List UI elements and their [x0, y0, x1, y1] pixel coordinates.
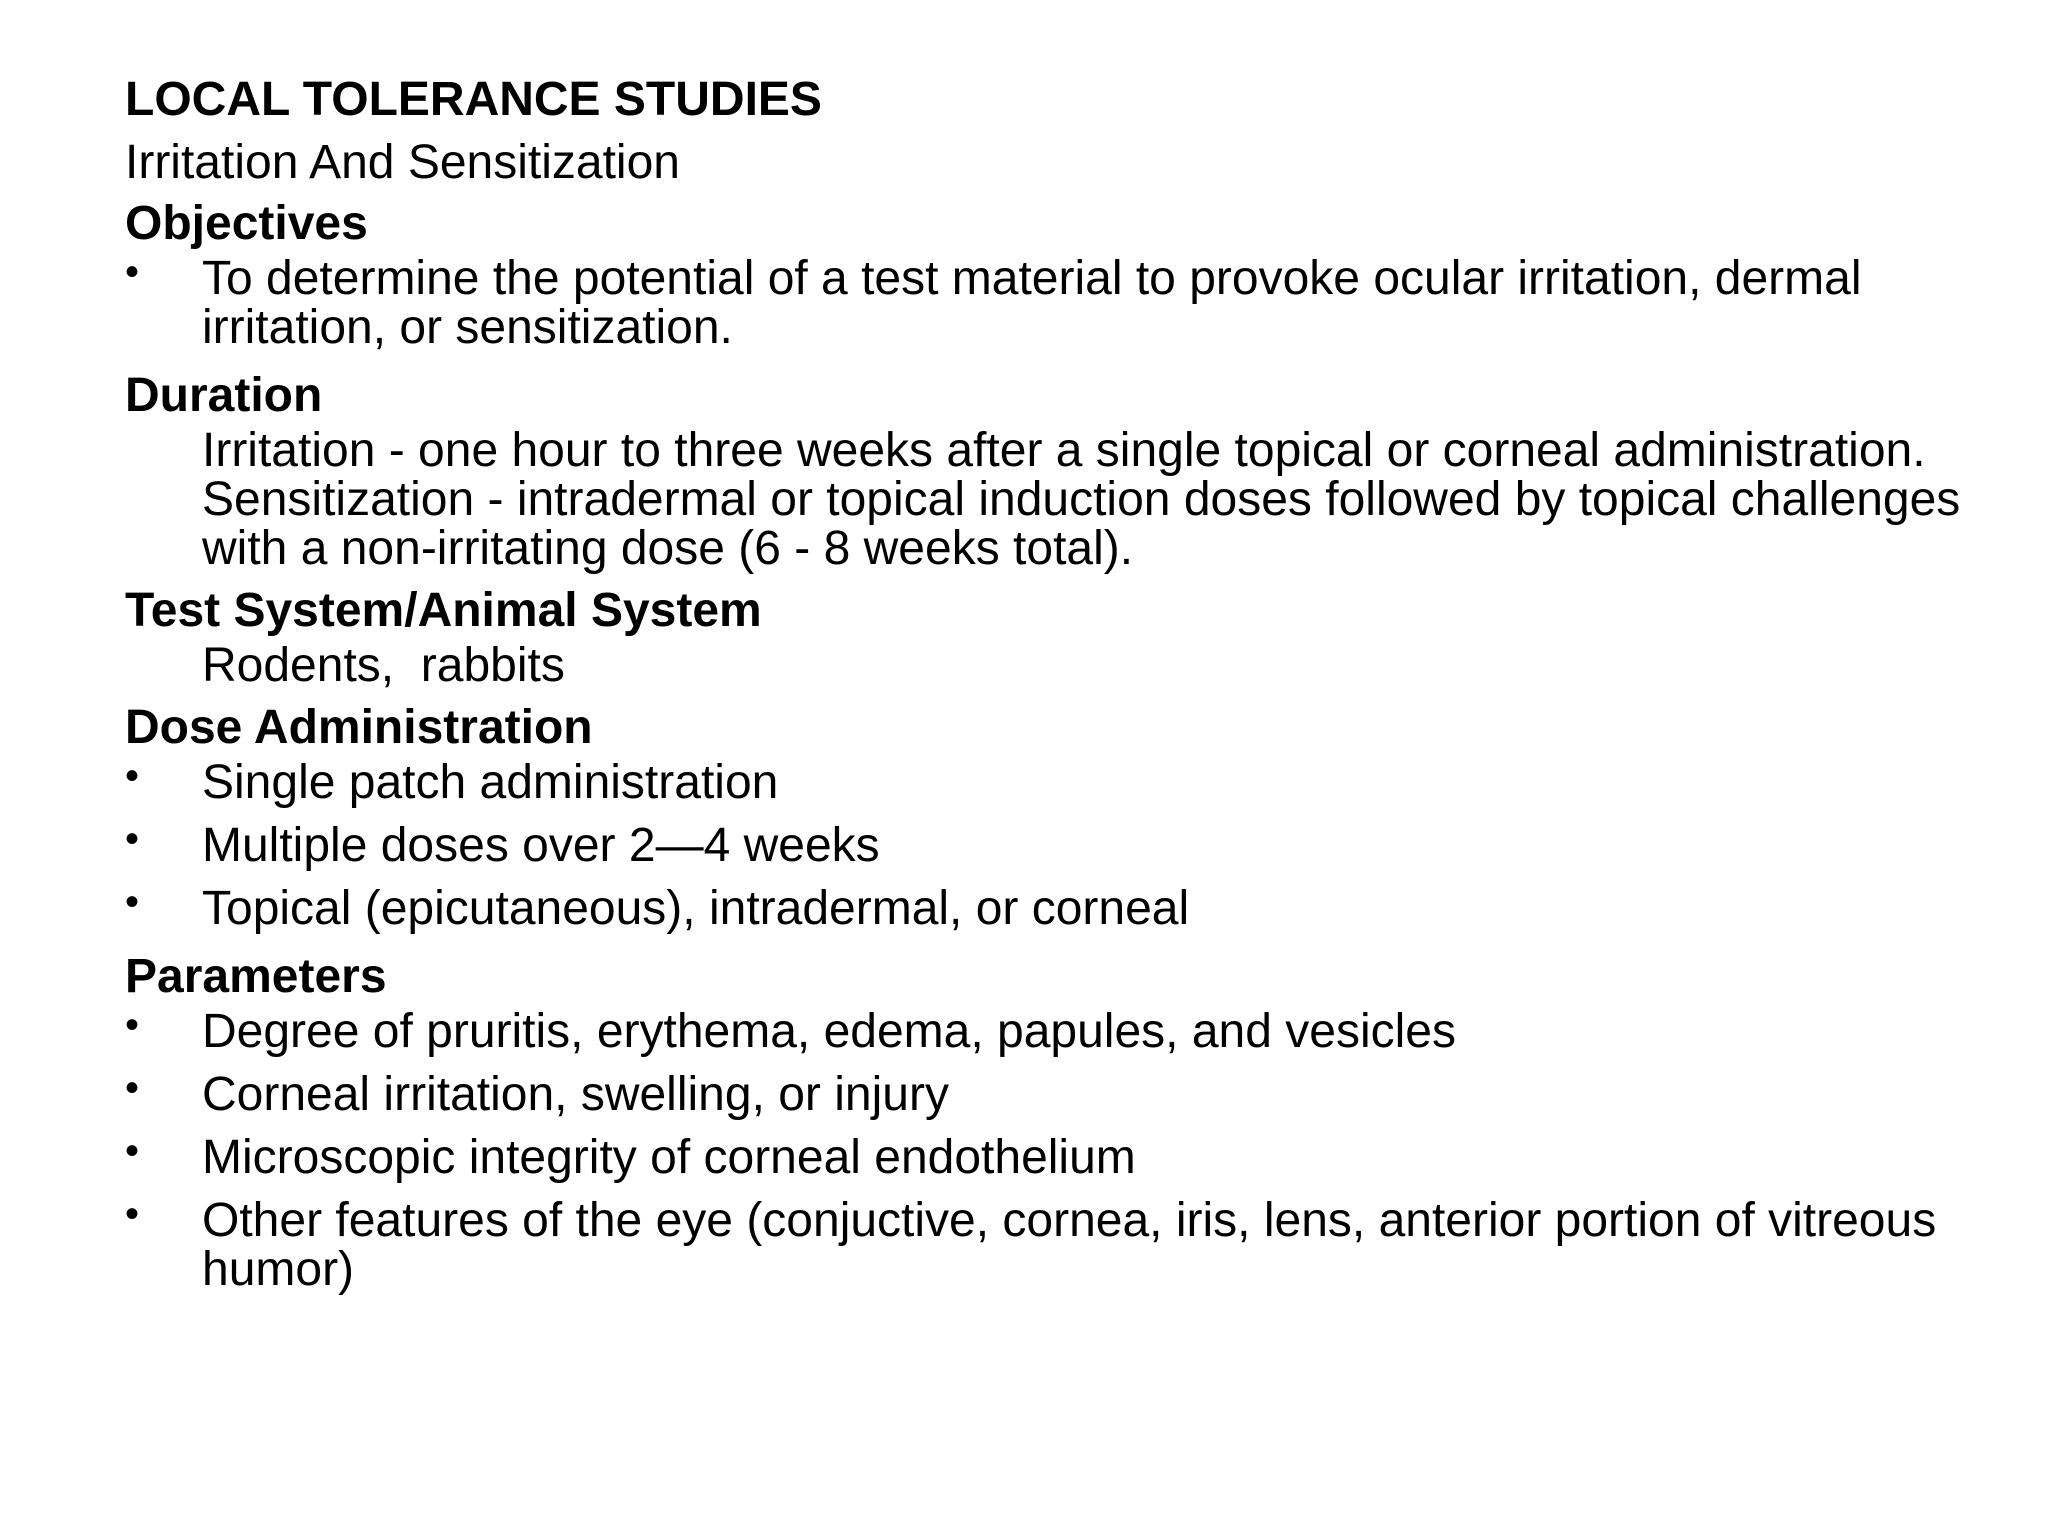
objectives-list	[125, 250, 1985, 354]
bullet-icon: •	[125, 754, 140, 798]
bullet-icon: •	[125, 1003, 140, 1047]
duration-text: Irritation - one hour to three weeks after a single topical or corneal administration. Sensitization - intradermal or topical induction doses followed by topical challenges with a non-irritating dose (6 - 8 weeks total).	[202, 424, 1961, 575]
test-system-heading: Test System/Animal System	[125, 584, 762, 637]
slide-subtitle: Irritation And Sensitization	[125, 136, 680, 189]
bullet-icon: •	[125, 1129, 140, 1173]
dose-administration-heading: Dose Administration	[125, 701, 593, 754]
bullet-icon: •	[125, 880, 140, 924]
parameters-list	[125, 1003, 1985, 1296]
list-item	[125, 754, 1985, 809]
list-item-text: Other features of the eye (conjuctive, cornea, iris, lens, anterior portion of vitreous humor)	[202, 1194, 1937, 1296]
bullet-icon: •	[125, 1066, 140, 1110]
list-item-text: To determine the potential of a test material to provoke ocular irritation, dermal irritation, or sensitization.	[202, 252, 1862, 354]
slide-content	[125, 68, 1985, 1308]
list-item-text: Microscopic integrity of corneal endothelium	[202, 1131, 1136, 1184]
bullet-icon: •	[125, 817, 140, 861]
list-item-text: Degree of pruritis, erythema, edema, papules, and vesicles	[202, 1005, 1456, 1058]
duration-heading: Duration	[125, 369, 323, 422]
bullet-icon: •	[125, 1192, 140, 1236]
list-item	[125, 880, 1985, 935]
list-item	[125, 1129, 1985, 1184]
slide-title: LOCAL TOLERANCE STUDIES	[125, 73, 822, 126]
bullet-icon: •	[125, 250, 140, 294]
objectives-heading: Objectives	[125, 197, 368, 250]
list-item	[125, 250, 1985, 354]
list-item-text: Single patch administration	[202, 756, 779, 809]
list-item-text: Topical (epicutaneous), intradermal, or corneal	[202, 882, 1190, 935]
list-item	[125, 1066, 1985, 1121]
list-item	[125, 817, 1985, 872]
list-item	[125, 1192, 1985, 1296]
list-item	[125, 1003, 1985, 1058]
list-item-text: Multiple doses over 2—4 weeks	[202, 819, 880, 872]
dose-administration-list	[125, 754, 1985, 935]
parameters-heading: Parameters	[125, 950, 387, 1003]
test-system-text: Rodents, rabbits	[202, 639, 565, 692]
list-item-text: Corneal irritation, swelling, or injury	[202, 1068, 949, 1121]
